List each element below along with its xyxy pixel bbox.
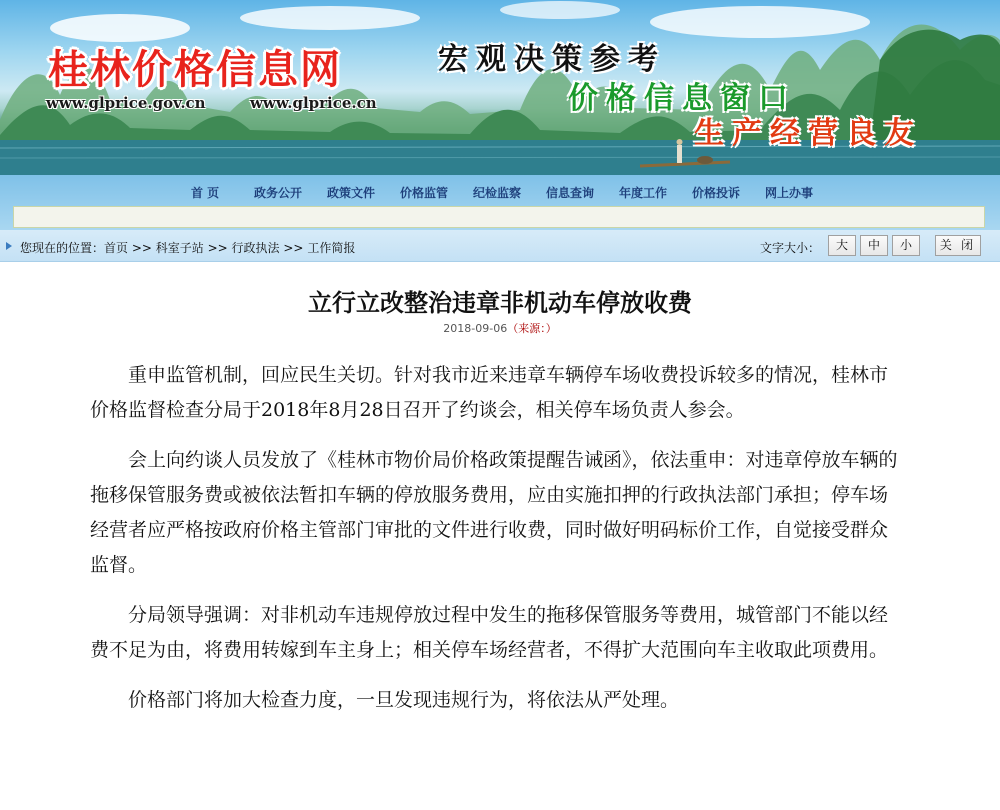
article-date: 2018-09-06 xyxy=(443,322,508,335)
nav-item-policy-documents[interactable]: 政策文件 xyxy=(327,186,376,200)
nav-item-price-supervision[interactable]: 价格监管 xyxy=(400,186,449,200)
nav-item-price-complaints[interactable]: 价格投诉 xyxy=(692,186,741,200)
article-paragraph: 会上向约谈人员发放了《桂林市物价局价格政策提醒告诫函》，依法重申：对违章停放车辆的拖移保管服务费或被依法暂扣车辆的停放服务费用，应由实施扣押的行政执法部门承担；停车场经营者应严格按政府价格主管部门审批的文件进行收费，同时做好明码标价工作，自觉接受群众监督。 xyxy=(90,449,898,576)
site-banner xyxy=(0,0,1000,175)
site-url-secondary: www.glprice.cn xyxy=(250,94,377,112)
article-body xyxy=(90,358,905,733)
nav-links xyxy=(0,184,1000,204)
breadcrumb-home[interactable]: 首页 xyxy=(104,241,129,255)
nav-item-info-query[interactable]: 信息查询 xyxy=(546,186,595,200)
nav-item-online-services[interactable]: 网上办事 xyxy=(765,186,814,200)
site-url-primary: www.glprice.gov.cn xyxy=(46,94,206,112)
breadcrumb-separator: >> xyxy=(203,241,232,255)
article-source-open: （来源： xyxy=(507,322,546,335)
breadcrumb-separator: >> xyxy=(279,241,308,255)
article-meta xyxy=(0,320,1000,336)
article-paragraph: 价格部门将加大检查力度，一旦发现违规行为，将依法从严处理。 xyxy=(128,689,680,711)
main-nav xyxy=(0,175,1000,230)
font-size-large-button[interactable]: 大 xyxy=(828,235,856,256)
sub-nav-bar xyxy=(13,206,985,228)
location-bar xyxy=(0,230,1000,262)
nav-item-home[interactable]: 首 页 xyxy=(191,186,220,200)
close-button[interactable]: 关 闭 xyxy=(935,235,981,256)
slogan-business-friend: 生产经营良友 xyxy=(694,116,922,151)
breadcrumb-administrative-enforcement[interactable]: 行政执法 xyxy=(231,241,280,255)
nav-item-annual-work[interactable]: 年度工作 xyxy=(619,186,668,200)
article-source-close: ） xyxy=(545,322,557,335)
article-paragraph: 重申监管机制，回应民生关切。针对我市近来违章车辆停车场收费投诉较多的情况，桂林市价格监督检查分局于2018年8月28日召开了约谈会，相关停车场负责人参会。 xyxy=(90,364,889,421)
nav-item-government-affairs[interactable]: 政务公开 xyxy=(254,186,303,200)
font-size-small-button[interactable]: 小 xyxy=(892,235,920,256)
slogan-policy-reference: 宏观决策参考 xyxy=(438,42,666,77)
arrow-right-icon xyxy=(6,242,12,250)
slogan-price-window: 价格信息窗口 xyxy=(568,81,796,116)
breadcrumb-department-site[interactable]: 科室子站 xyxy=(155,241,204,255)
breadcrumb xyxy=(20,239,355,256)
breadcrumb-work-bulletin[interactable]: 工作简报 xyxy=(307,241,356,255)
article-title: 立行立改整治违章非机动车停放收费 xyxy=(308,288,692,317)
article-paragraph: 分局领导强调：对非机动车违规停放过程中发生的拖移保管服务等费用，城管部门不能以经费不足为由，将费用转嫁到车主身上；相关停车场经营者，不得扩大范围向车主收取此项费用。 xyxy=(90,604,889,661)
breadcrumb-label: 您现在的位置： xyxy=(20,241,105,255)
breadcrumb-separator: >> xyxy=(128,241,156,255)
font-size-medium-button[interactable]: 中 xyxy=(860,235,888,256)
site-title: 桂林价格信息网 xyxy=(48,47,342,93)
font-size-label: 文字大小： xyxy=(760,241,821,255)
nav-item-discipline-inspection[interactable]: 纪检监察 xyxy=(473,186,522,200)
